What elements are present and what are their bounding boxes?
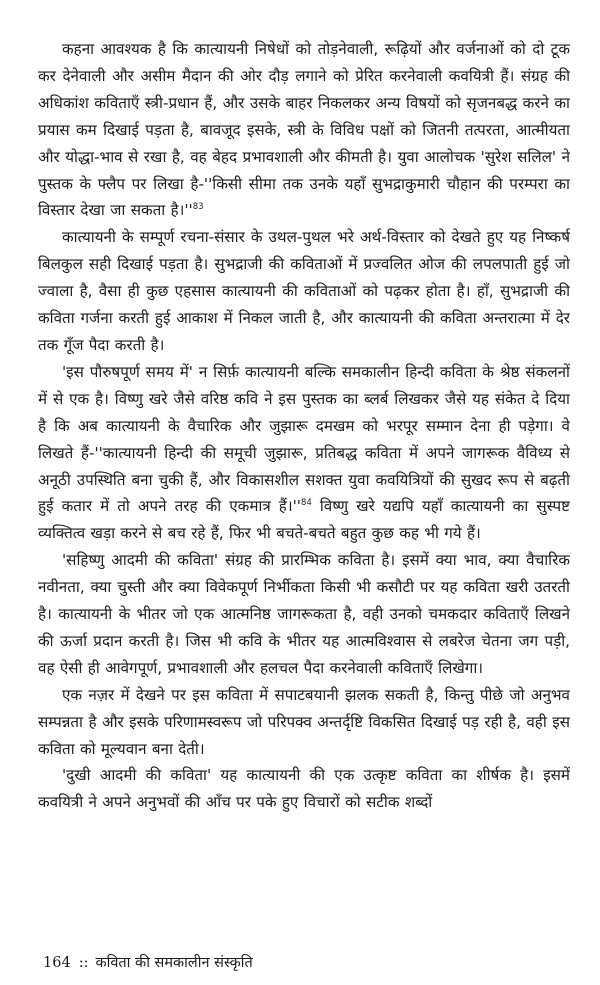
paragraph-3-text-after: विष्णु खरे यद्यपि यहाँ कात्यायनी का सुस्पष्ट व्यक्तित्व खड़ा करने से बच रहे हैं, फिर भी बचते-बचते बहुत कुछ कह भी गये हैं। xyxy=(38,497,570,543)
book-title: कविता की समकालीन संस्कृति xyxy=(95,955,253,971)
paragraph-3 xyxy=(38,359,570,547)
page-number: 164 xyxy=(43,955,71,971)
paragraph-5: एक नज़र में देखने पर इस कविता में सपाटबयानी झलक सकती है, किन्तु पीछे जो अनुभव सम्पन्नता है और इसके परिणामस्वरूप जो परिपक्व अन्तर्दृष्टि विकसित दिखाई पड़ रही है, वही इस कविता को मूल्यवान बना देती। xyxy=(38,685,570,758)
paragraph-2: कात्यायनी के सम्पूर्ण रचना-संसार के उथल-पुथल भरे अर्थ-विस्तार को देखते हुए यह निष्कर्ष बिलकुल सही दिखाई पड़ता है। सुभद्राजी की कविताओं में प्रज्वलित ओज की लपलपाती हुई जो ज्वाला है, वैसा ही कुछ एहसास कात्यायनी की कविताओं को पढ़कर होता है। हाँ, सुभद्राजी की कविता गर्जना करती हुई आकाश में निकल जाती है, और कात्यायनी की कविता अन्तरात्मा में देर तक गूँज पैदा करती है। xyxy=(38,228,570,354)
footer-separator: :: xyxy=(78,955,89,971)
paragraph-4: 'सहिष्णु आदमी की कविता' संग्रह की प्रारम्भिक कविता है। इसमें क्या भाव, क्या वैचारिक नवीनता, क्या चुस्ती और क्या विवेकपूर्ण निर्भीकता किसी भी कसौटी पर यह कविता खरी उतरती है। कात्यायनी के भीतर जो एक आत्मनिष्ठ जागरूकता है, वही उनको चमकदार कविताएँ लिखने की ऊर्जा प्रदान करती है। जिस भी कवि के भीतर यह आत्मविश्वास से लबरेज चेतना जग पड़ी, वह ऐसी ही आवेगपूर्ण, प्रभावशाली और हलचल पैदा करनेवाली कविताएँ लिखेगा। xyxy=(38,551,570,677)
footnote-marker-83: 83 xyxy=(192,202,204,213)
paragraph-1-text: कहना आवश्यक है कि कात्यायनी निषेधों को तोड़नेवाली, रूढ़ियों और वर्जनाओं को दो टूक कर देनेवाली और असीम मैदान की ओर दौड़ लगाने को प्रेरित करनेवाली कवयित्री हैं। संग्रह की अधिकांश कविताएँ स्त्री-प्रधान हैं, और उसके बाहर निकलकर अन्य विषयों को सृजनबद्ध करने का प्रयास कम दिखाई पड़ता है, बावजूद इसके, स्त्री के विविध पक्षों को जितनी तत्परता, आत्मीयता और योद्धा-भाव से रखा है, वह बेहद प्रभावशाली और कीमती है। युवा आलोचक 'सुरेश सलिल' ने पुस्तक के फ्लैप पर लिखा है-''किसी सीमा तक उनके यहाँ सुभद्राकुमारी चौहान की परम्परा का विस्तार देखा जा सकता है।'' xyxy=(38,40,570,220)
paragraph-1 xyxy=(38,36,570,224)
paragraph-3-text: 'इस पौरुषपूर्ण समय में' न सिर्फ़ कात्यायनी बल्कि समकालीन हिन्दी कविता के श्रेष्ठ संकलनों में से एक है। विष्णु खरे जैसे वरिष्ठ कवि ने इस पुस्तक का ब्लर्ब लिखकर जैसे यह संकेत दे दिया है कि अब कात्यायनी के वैचारिक और जुझारू दमखम को भरपूर सम्मान देना ही पड़ेगा। वे लिखते हैं-''कात्यायनी हिन्दी की समूची जुझारू, प्रतिबद्ध कविता में अपने जागरूक वैविध्य से अनूठी उपस्थिति बना चुकी हैं, और विकासशील सशक्त युवा कवयित्रियों की सुखद रूप से बढ़ती हुई कतार में तो अपने तरह की एकमात्र हैं।'' xyxy=(38,362,570,516)
page-body xyxy=(38,36,570,946)
page-footer xyxy=(43,954,253,972)
footnote-marker-84: 84 xyxy=(300,498,312,509)
paragraph-6: 'दुखी आदमी की कविता' यह कात्यायनी की एक उत्कृष्ट कविता का शीर्षक है। इसमें कवयित्री ने अपने अनुभवों की आँच पर पके हुए विचारों को सटीक शब्दों xyxy=(38,766,570,812)
